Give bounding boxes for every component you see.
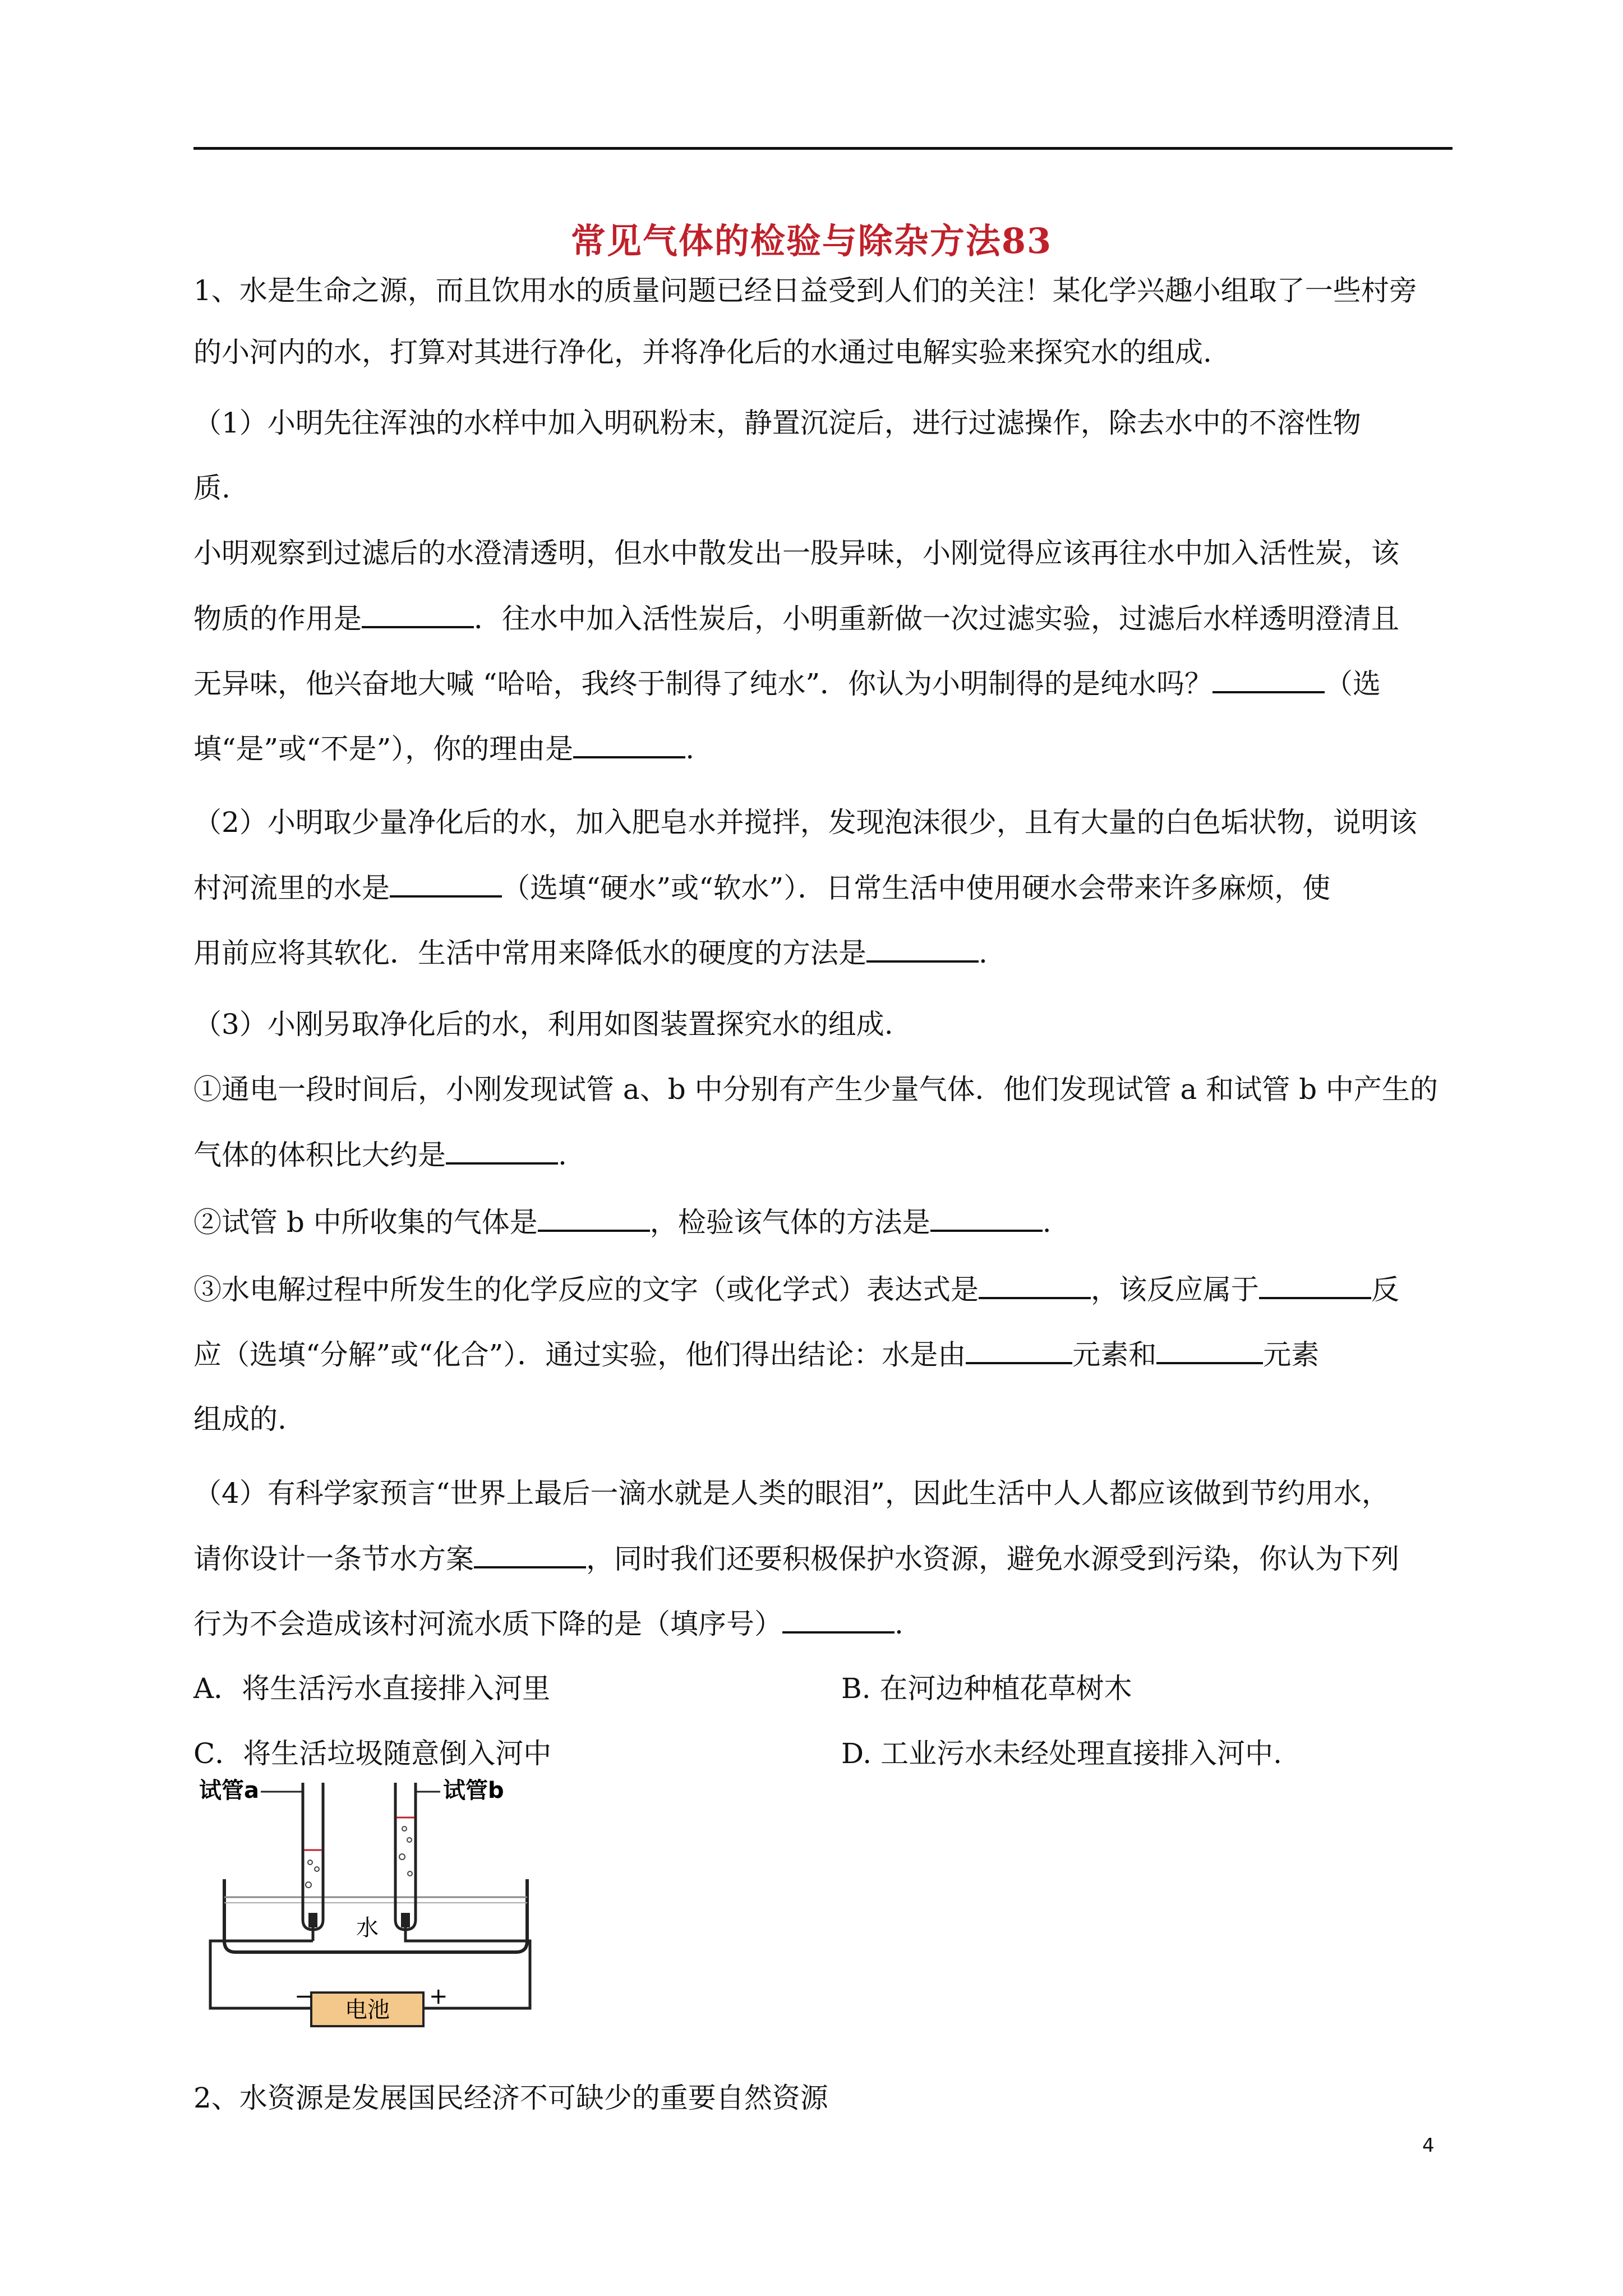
q1-line-21-a: 行为不会造成该村河流水质下降的是（填序号） bbox=[193, 1608, 782, 1640]
header-rule bbox=[193, 147, 1453, 150]
q1-line-1: 1、水是生命之源，而且饮用水的质量问题已经日益受到人们的关注！某化学兴趣小组取了一些村旁 bbox=[193, 274, 1417, 307]
q1-line-6 bbox=[193, 601, 1453, 636]
q1-line-14 bbox=[193, 1138, 1453, 1172]
q1-line-16-b: ，该反应属于 bbox=[1091, 1273, 1259, 1306]
q1-line-10-a: 村河流里的水是 bbox=[193, 872, 390, 904]
answer-blank-9[interactable] bbox=[979, 1272, 1091, 1299]
q1-line-21-b: . bbox=[895, 1608, 903, 1640]
q1-line-5: 小明观察到过滤后的水澄清透明，但水中散发出一股异味，小刚觉得应该再往水中加入活性炭，该 bbox=[193, 537, 1399, 569]
tube-a bbox=[303, 1783, 323, 1930]
answer-blank-13[interactable] bbox=[474, 1542, 586, 1568]
answer-blank-8[interactable] bbox=[930, 1205, 1043, 1232]
answer-blank-4[interactable] bbox=[390, 871, 502, 898]
q1-line-10 bbox=[193, 871, 1453, 905]
tube-a-label: 试管a bbox=[199, 1778, 259, 1803]
answer-blank-11[interactable] bbox=[966, 1337, 1072, 1364]
electrolysis-apparatus-figure bbox=[193, 1773, 541, 2053]
q1-line-12: （3）小刚另取净化后的水，利用如图装置探究水的组成. bbox=[193, 1008, 893, 1041]
page-title: 常见气体的检验与除杂方法83 bbox=[570, 220, 1053, 261]
q1-line-3: （1）小明先往浑浊的水样中加入明矾粉末，静置沉淀后，进行过滤操作，除去水中的不溶性物 bbox=[193, 407, 1361, 439]
q1-line-8-a: 填“是”或“不是”），你的理由是 bbox=[193, 733, 574, 765]
tube-b bbox=[395, 1783, 416, 1930]
battery-label: 电池 bbox=[345, 1997, 390, 2023]
q1-line-8 bbox=[193, 731, 1453, 766]
q1-line-10-b: （选填“硬水”或“软水”）．日常生活中使用硬水会带来许多麻烦，使 bbox=[502, 872, 1331, 904]
q1-line-6-b: ．往水中加入活性炭后，小明重新做一次过滤实验，过滤后水样透明澄清且 bbox=[474, 602, 1399, 635]
q1-line-16-c: 反 bbox=[1371, 1273, 1399, 1306]
water-label: 水 bbox=[356, 1915, 379, 1941]
electrode-negative bbox=[308, 1913, 317, 1927]
q1-line-9: （2）小明取少量净化后的水，加入肥皂水并搅拌，发现泡沫很少，且有大量的白色垢状物，说明该 bbox=[193, 806, 1417, 839]
q1-line-6-a: 物质的作用是 bbox=[193, 602, 362, 635]
answer-blank-2[interactable] bbox=[1212, 666, 1325, 693]
electrode-positive bbox=[401, 1913, 410, 1927]
q1-line-13: ①通电一段时间后，小刚发现试管 a、b 中分别有产生少量气体．他们发现试管 a 和试管 b 中产生的 bbox=[193, 1073, 1438, 1106]
q1-line-2: 的小河内的水，打算对其进行净化，并将净化后的水通过电解实验来探究水的组成. bbox=[193, 336, 1212, 369]
option-d: D. 工业污水未经处理直接排入河中. bbox=[841, 1737, 1282, 1770]
q1-line-18: 组成的. bbox=[193, 1403, 287, 1435]
answer-blank-14[interactable] bbox=[782, 1607, 895, 1634]
page-number: 4 bbox=[1422, 2134, 1435, 2157]
minus-sign: − bbox=[294, 1984, 313, 2009]
q1-line-16 bbox=[193, 1272, 1453, 1306]
q1-line-8-b: . bbox=[685, 733, 695, 765]
q1-line-15-c: . bbox=[1042, 1206, 1052, 1239]
answer-blank-1[interactable] bbox=[362, 601, 474, 628]
tube-b-label: 试管b bbox=[443, 1778, 504, 1803]
q1-line-14-b: . bbox=[558, 1139, 567, 1171]
q2-line-1: 2、水资源是发展国民经济不可缺少的重要自然资源 bbox=[193, 2082, 828, 2114]
answer-blank-6[interactable] bbox=[446, 1138, 558, 1165]
q1-line-21 bbox=[193, 1607, 1453, 1641]
q1-line-15-b: ，检验该气体的方法是 bbox=[649, 1206, 930, 1239]
q1-line-7-a: 无异味，他兴奋地大喊 “哈哈，我终于制得了纯水”．你认为小明制得的是纯水吗？ bbox=[193, 668, 1213, 700]
q1-line-17-c: 元素 bbox=[1263, 1338, 1320, 1371]
answer-blank-3[interactable] bbox=[573, 731, 685, 758]
q1-line-17-b: 元素和 bbox=[1072, 1338, 1157, 1371]
q1-line-17-a: 应（选填“分解”或“化合”）．通过实验，他们得出结论：水是由 bbox=[193, 1338, 966, 1371]
answer-blank-12[interactable] bbox=[1156, 1337, 1263, 1364]
q1-line-15-a: ②试管 b 中所收集的气体是 bbox=[193, 1206, 538, 1239]
q1-line-19: （4）有科学家预言“世界上最后一滴水就是人类的眼泪”，因此生活中人人都应该做到节约用水， bbox=[193, 1477, 1390, 1510]
q1-line-11-b: . bbox=[979, 937, 988, 969]
option-c: C．将生活垃圾随意倒入河中 bbox=[193, 1737, 552, 1770]
q1-line-16-a: ③水电解过程中所发生的化学反应的文字（或化学式）表达式是 bbox=[193, 1273, 979, 1306]
q1-line-4: 质. bbox=[193, 472, 230, 504]
q1-line-15 bbox=[193, 1205, 1453, 1239]
q1-line-11-a: 用前应将其软化．生活中常用来降低水的硬度的方法是 bbox=[193, 937, 866, 969]
q1-line-11 bbox=[193, 936, 1453, 970]
option-b: B. 在河边种植花草树木 bbox=[841, 1672, 1132, 1705]
q1-line-17 bbox=[193, 1337, 1453, 1372]
option-a: A．将生活污水直接排入河里 bbox=[193, 1672, 551, 1705]
q1-line-7 bbox=[193, 666, 1453, 701]
plus-sign: + bbox=[429, 1984, 448, 2009]
q1-line-20-b: ，同时我们还要积极保护水资源，避免水源受到污染，你认为下列 bbox=[586, 1543, 1399, 1575]
answer-blank-7[interactable] bbox=[538, 1205, 650, 1232]
q1-line-14-a: 气体的体积比大约是 bbox=[193, 1139, 446, 1171]
answer-blank-10[interactable] bbox=[1259, 1272, 1371, 1299]
answer-blank-5[interactable] bbox=[866, 936, 979, 963]
q1-line-7-b: （选 bbox=[1325, 668, 1381, 700]
q1-line-20 bbox=[193, 1542, 1453, 1576]
q1-line-20-a: 请你设计一条节水方案 bbox=[193, 1543, 474, 1575]
